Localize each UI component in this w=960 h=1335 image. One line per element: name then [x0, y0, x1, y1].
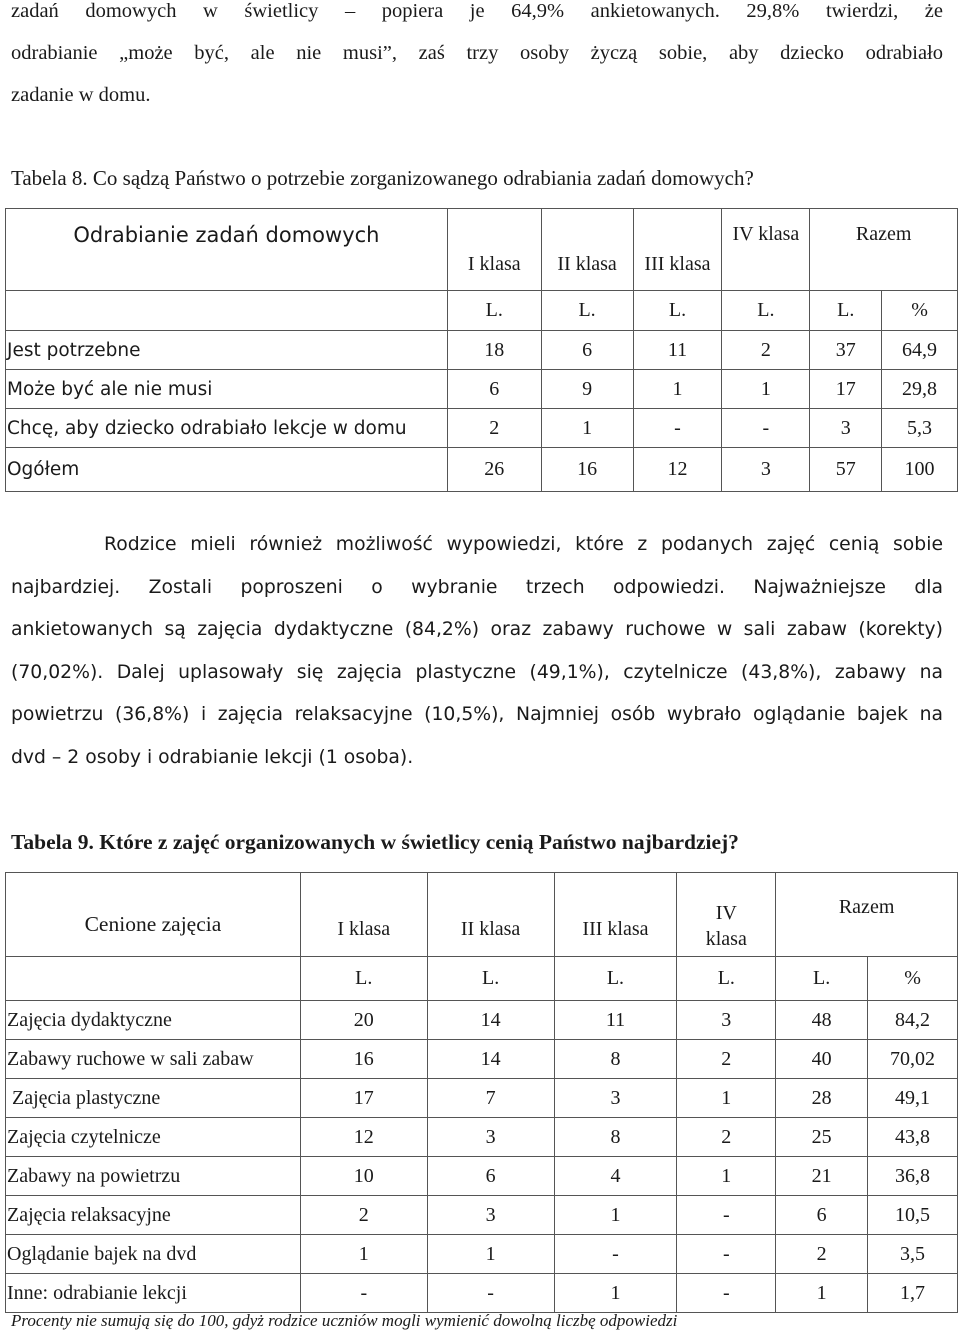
class-header-line: IV [715, 901, 737, 924]
value-cell: 3 [554, 1079, 677, 1118]
value-cell: 11 [554, 1001, 677, 1040]
value-cell: 10 [300, 1157, 427, 1196]
value-cell: - [722, 409, 810, 448]
value-cell: 1 [776, 1274, 868, 1313]
intro-line: zadanie w domu. [11, 84, 151, 106]
value-cell: 10,5 [868, 1196, 958, 1235]
middle-line: powietrzu (36,8%) i zajęcia relaksacyjne (10,5%), Najmniej osób wybrało oglądanie bajek na [11, 704, 943, 725]
value-cell: 2 [677, 1040, 776, 1079]
value-cell: 37 [810, 331, 882, 370]
table-row [6, 331, 958, 370]
value-cell: 9 [541, 370, 633, 409]
value-cell: 70,02 [868, 1040, 958, 1079]
value-cell: 3 [677, 1001, 776, 1040]
class-header: II klasa [427, 873, 554, 957]
value-cell: 1 [633, 370, 722, 409]
middle-line: ankietowanych są zajęcia dydaktyczne (84,2%) oraz zabawy ruchowe w sali zabaw (korekty) [11, 619, 943, 640]
value-cell: 2 [722, 331, 810, 370]
unit-cell: L. [677, 957, 776, 1001]
row-label: Zajęcia relaksacyjne [6, 1196, 301, 1235]
value-cell: 1 [554, 1196, 677, 1235]
unit-cell: L. [722, 291, 810, 331]
value-cell: 48 [776, 1001, 868, 1040]
table-row [6, 1274, 958, 1313]
value-cell: 2 [447, 409, 541, 448]
class-header-line: klasa [705, 927, 747, 950]
value-cell: - [677, 1274, 776, 1313]
unit-cell: L. [541, 291, 633, 331]
value-cell: 3 [427, 1118, 554, 1157]
table-row [6, 1196, 958, 1235]
value-cell: 3 [722, 448, 810, 492]
row-label: Może być ale nie musi [6, 370, 448, 409]
value-cell: - [427, 1274, 554, 1313]
unit-cell: L. [447, 291, 541, 331]
value-cell: 25 [776, 1118, 868, 1157]
table8-caption: Tabela 8. Co sądzą Państwo o potrzebie zorganizowanego odrabiania zadań domowych? [11, 166, 754, 190]
table-row [6, 1079, 958, 1118]
value-cell: 18 [447, 331, 541, 370]
value-cell: 3 [427, 1196, 554, 1235]
empty-cell [6, 957, 301, 1001]
value-cell: 7 [427, 1079, 554, 1118]
middle-line: (70,02%). Dalej uplasowały się zajęcia plastyczne (49,1%), czytelnicze (43,8%), zabawy na [11, 661, 943, 683]
value-cell: 6 [427, 1157, 554, 1196]
value-cell: - [554, 1235, 677, 1274]
unit-cell: % [882, 291, 958, 331]
value-cell: 14 [427, 1001, 554, 1040]
total-label: Ogółem [6, 448, 448, 492]
value-cell: 1 [427, 1235, 554, 1274]
value-cell: 8 [554, 1118, 677, 1157]
value-cell: 16 [300, 1040, 427, 1079]
value-cell: 21 [776, 1157, 868, 1196]
value-cell: 16 [541, 448, 633, 492]
table-row [6, 1157, 958, 1196]
value-cell: 12 [633, 448, 722, 492]
value-cell: 40 [776, 1040, 868, 1079]
middle-line: dvd – 2 osoby i odrabianie lekcji (1 osoba). [11, 746, 414, 768]
value-cell: 17 [810, 370, 882, 409]
value-cell: 49,1 [868, 1079, 958, 1118]
table8-header: Odrabianie zadań domowych [6, 209, 448, 291]
table-row [6, 1040, 958, 1079]
value-cell: 5,3 [882, 409, 958, 448]
value-cell: 84,2 [868, 1001, 958, 1040]
total-header: Razem [776, 873, 958, 957]
class-header: I klasa [447, 209, 541, 291]
value-cell: 1 [541, 409, 633, 448]
value-cell: 12 [300, 1118, 427, 1157]
value-cell: 36,8 [868, 1157, 958, 1196]
value-cell: 6 [447, 370, 541, 409]
unit-cell: L. [427, 957, 554, 1001]
value-cell: 14 [427, 1040, 554, 1079]
table9-body [6, 1001, 958, 1313]
table-row [6, 1001, 958, 1040]
class-header: III klasa [554, 873, 677, 957]
value-cell: 29,8 [882, 370, 958, 409]
row-label: Inne: odrabianie lekcji [6, 1274, 301, 1313]
value-cell: - [677, 1196, 776, 1235]
value-cell: 1,7 [868, 1274, 958, 1313]
table-row [6, 370, 958, 409]
class-header: II klasa [541, 209, 633, 291]
row-label: Jest potrzebne [6, 331, 448, 370]
row-label: Zajęcia plastyczne [6, 1079, 301, 1118]
unit-cell: L. [633, 291, 722, 331]
table-row [6, 409, 958, 448]
value-cell: 6 [541, 331, 633, 370]
table9-caption: Tabela 9. Które z zajęć organizowanych w świetlicy cenią Państwo najbardziej? [11, 830, 739, 854]
value-cell: 26 [447, 448, 541, 492]
table9 [5, 872, 958, 1313]
empty-cell [6, 291, 448, 331]
value-cell: 8 [554, 1040, 677, 1079]
value-cell: 1 [300, 1235, 427, 1274]
class-header [677, 873, 776, 957]
table9-header: Cenione zajęcia [6, 873, 301, 957]
value-cell: 3,5 [868, 1235, 958, 1274]
table-total-row [6, 448, 958, 492]
unit-cell: L. [810, 291, 882, 331]
table-row [6, 1235, 958, 1274]
value-cell: 100 [882, 448, 958, 492]
value-cell: 6 [776, 1196, 868, 1235]
total-header: Razem [810, 209, 958, 291]
value-cell: 3 [810, 409, 882, 448]
intro-paragraph [11, 0, 943, 116]
value-cell: 28 [776, 1079, 868, 1118]
value-cell: 20 [300, 1001, 427, 1040]
value-cell: - [677, 1235, 776, 1274]
unit-cell: L. [300, 957, 427, 1001]
table9-note: Procenty nie sumują się do 100, gdyż rodzice uczniów mogli wymienić dowolną liczbę odpowiedzi [11, 1311, 678, 1330]
row-label: Zabawy na powietrzu [6, 1157, 301, 1196]
value-cell: 2 [300, 1196, 427, 1235]
value-cell: 2 [677, 1118, 776, 1157]
value-cell: 1 [677, 1079, 776, 1118]
value-cell: 1 [722, 370, 810, 409]
value-cell: 4 [554, 1157, 677, 1196]
value-cell: 64,9 [882, 331, 958, 370]
class-header: IV klasa [722, 209, 810, 291]
value-cell: - [633, 409, 722, 448]
row-label: Zajęcia dydaktyczne [6, 1001, 301, 1040]
middle-line: Rodzice mieli również możliwość wypowiedzi, które z podanych zajęć cenią sobie [104, 534, 943, 555]
value-cell: 17 [300, 1079, 427, 1118]
class-header: I klasa [300, 873, 427, 957]
row-label: Oglądanie bajek na dvd [6, 1235, 301, 1274]
row-label: Zajęcia czytelnicze [6, 1118, 301, 1157]
unit-cell: L. [776, 957, 868, 1001]
unit-cell: % [868, 957, 958, 1001]
intro-line: odrabianie „może być, ale nie musi”, zaś trzy osoby życzą sobie, aby dziecko odrabiało [11, 42, 943, 64]
row-label: Chcę, aby dziecko odrabiało lekcje w domu [6, 409, 448, 448]
value-cell: 57 [810, 448, 882, 492]
table-row [6, 1118, 958, 1157]
value-cell: 2 [776, 1235, 868, 1274]
table8 [5, 208, 958, 492]
value-cell: 1 [677, 1157, 776, 1196]
value-cell: 11 [633, 331, 722, 370]
value-cell: 1 [554, 1274, 677, 1313]
value-cell: - [300, 1274, 427, 1313]
unit-cell: L. [554, 957, 677, 1001]
value-cell: 43,8 [868, 1118, 958, 1157]
middle-paragraph [11, 524, 943, 779]
intro-line: zadań domowych w świetlicy – popiera je 64,9% ankietowanych. 29,8% twierdzi, że [11, 0, 943, 22]
middle-line: najbardziej. Zostali poproszeni o wybranie trzech odpowiedzi. Najważniejsze dla [11, 576, 943, 598]
class-header: III klasa [633, 209, 722, 291]
row-label: Zabawy ruchowe w sali zabaw [6, 1040, 301, 1079]
